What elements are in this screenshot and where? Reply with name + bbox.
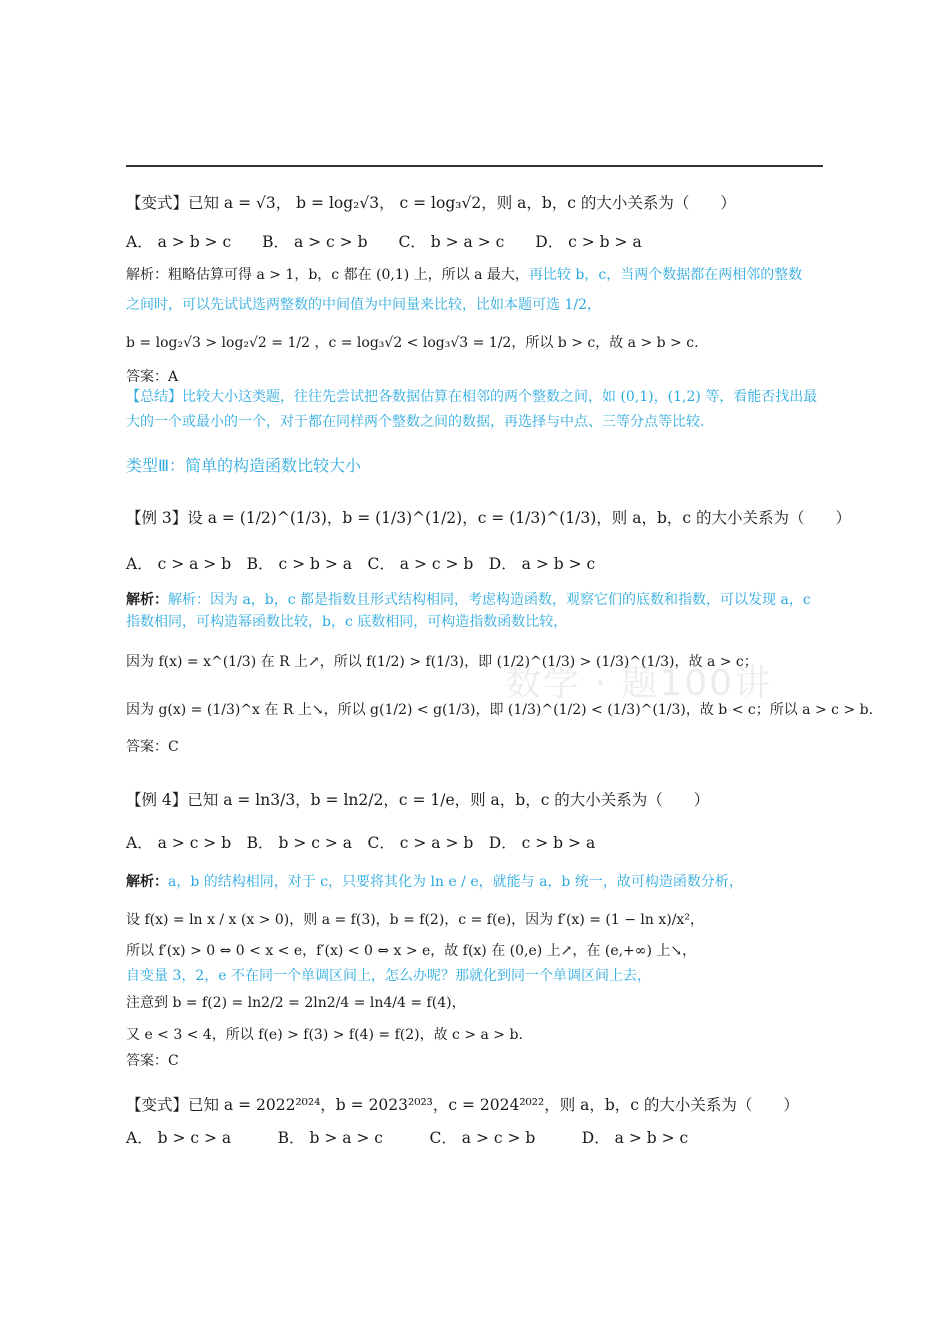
variant-1-solution-line-2: 之间时，可以先试试选两整数的中间值为中间量来比较，比如本题可选 1/2， <box>126 297 601 313</box>
header-rule <box>126 165 823 167</box>
example-3-options: A． c > a > b B． c > b > a C． a > c > b D． a > b > c <box>126 555 596 573</box>
variant-2-options: A． b > c > a B． b > a > c C． a > c > b D． a > b > c <box>126 1129 689 1147</box>
variant-1-question: 【变式】已知 a = √3， b = log₂√3， c = log₃√2，则 a，b，c 的大小关系为（ ） <box>126 194 736 212</box>
example-3-question: 【例 3】设 a = (1/2)^(1/3)，b = (1/3)^(1/2)，c = (1/3)^(1/3)，则 a，b，c 的大小关系为（ ） <box>126 509 851 527</box>
summary-line-2: 大的一个或最小的一个，对于都在同样两个整数之间的数据，再选择与中点、三等分点等比较. <box>126 414 705 430</box>
variant-1-solution-line-1: 解析：粗略估算可得 a > 1，b，c 都在 (0,1) 上，所以 a 最大，再比较 b，c，当两个数据都在两相邻的整数 <box>126 267 803 283</box>
variant-1-answer: 答案：A <box>126 369 179 385</box>
watermark: 数学 · 题100讲 <box>505 663 773 704</box>
example-4-solution-line-4: 自变量 3，2，e 不在同一个单调区间上，怎么办呢？那就化到同一个单调区间上去， <box>126 968 651 984</box>
section-heading: 类型Ⅲ：简单的构造函数比较大小 <box>126 456 362 475</box>
example-4-answer: 答案：C <box>126 1053 179 1069</box>
variant-1-options: A． a > b > c B． a > c > b C． b > a > c D． c > b > a <box>126 233 642 251</box>
example-3-solution-line-2: 指数相同，可构造幂函数比较，b，c 底数相同，可构造指数函数比较， <box>126 614 568 630</box>
example-4-solution-line-1: 解析：a，b 的结构相同，对于 c，只要将其化为 ln e / e，就能与 a，b 统一，故可构造函数分析， <box>126 874 743 890</box>
example-3-solution-line-4: 因为 g(x) = (1/3)^x 在 R 上↘，所以 g(1/2) < g(1/3)，即 (1/3)^(1/2) < (1/3)^(1/3)，故 b < c；所以 a > c > b. <box>126 702 874 718</box>
summary-line-1: 【总结】比较大小这类题，往往先尝试把各数据估算在相邻的两个整数之间，如 (0,1)，(1,2) 等，看能否找出最 <box>126 389 818 405</box>
example-3-solution-line-3: 因为 f(x) = x^(1/3) 在 R 上↗，所以 f(1/2) > f(1/3)，即 (1/2)^(1/3) > (1/3)^(1/3)，故 a > c； <box>126 654 758 670</box>
variant-1-solution-line-3: b = log₂√3 > log₂√2 = 1/2 ，c = log₃√2 < log₃√3 = 1/2，所以 b > c，故 a > b > c. <box>126 335 699 351</box>
example-4-solution-line-5: 注意到 b = f(2) = ln2/2 = 2ln2/4 = ln4/4 = f(4)， <box>126 995 466 1011</box>
example-4-solution-line-2: 设 f(x) = ln x / x (x > 0)，则 a = f(3)，b = f(2)，c = f(e)，因为 f′(x) = (1 − ln x)/x²， <box>126 912 704 928</box>
example-4-solution-line-3: 所以 f′(x) > 0 ⇔ 0 < x < e，f′(x) < 0 ⇔ x > e，故 f(x) 在 (0,e) 上↗，在 (e,+∞) 上↘， <box>126 943 697 959</box>
example-4-question: 【例 4】已知 a = ln3/3，b = ln2/2，c = 1/e，则 a，b，c 的大小关系为（ ） <box>126 791 710 809</box>
example-3-solution-line-1: 解析：解析：因为 a，b，c 都是指数且形式结构相同，考虑构造函数，观察它们的底数和指数，可以发现 a，c <box>126 592 811 608</box>
example-4-options: A． a > c > b B． b > c > a C． c > a > b D． c > b > a <box>126 834 596 852</box>
example-4-solution-line-6: 又 e < 3 < 4，所以 f(e) > f(3) > f(4) = f(2)，故 c > a > b. <box>126 1027 523 1043</box>
variant-2-question: 【变式】已知 a = 2022²⁰²⁴，b = 2023²⁰²³，c = 2024²⁰²²，则 a，b，c 的大小关系为（ ） <box>126 1096 799 1114</box>
example-3-answer: 答案：C <box>126 739 179 755</box>
